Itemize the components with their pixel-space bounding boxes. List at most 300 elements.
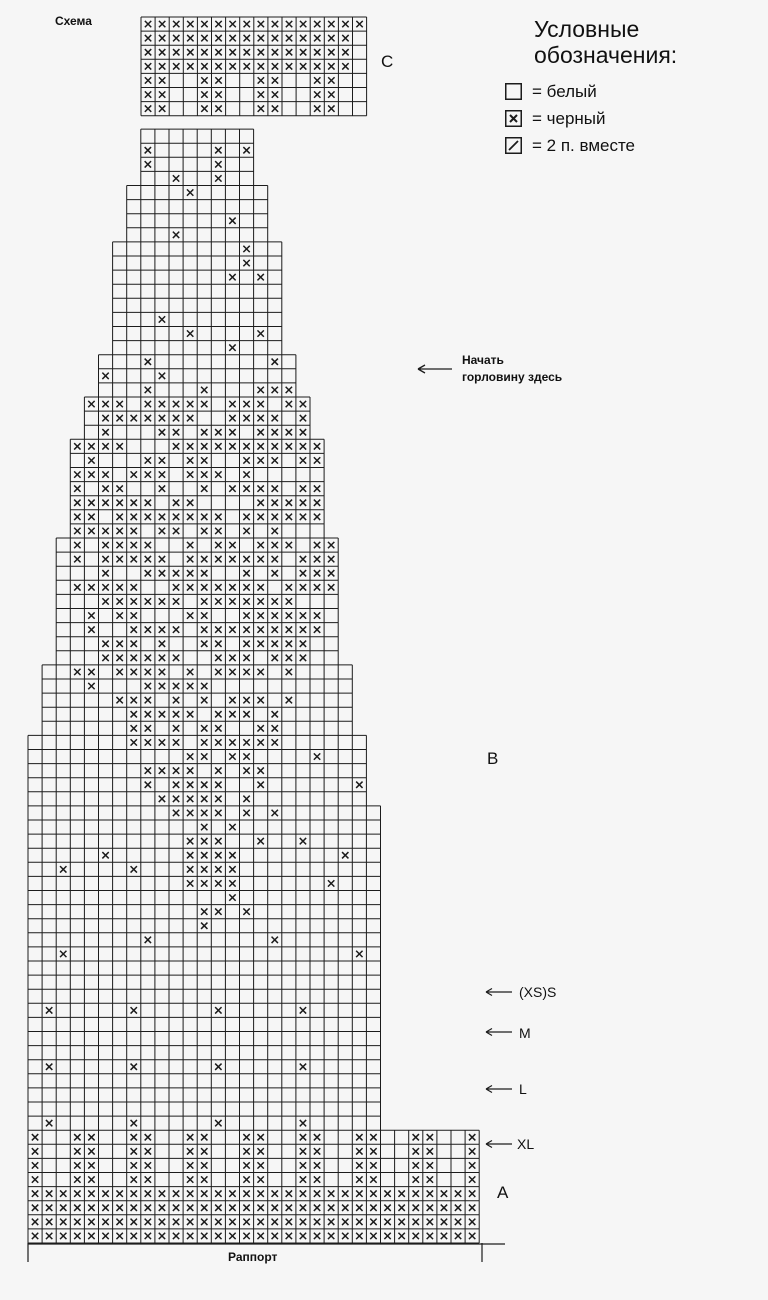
black-stitch	[32, 1233, 38, 1239]
black-stitch	[257, 641, 263, 647]
black-stitch	[257, 782, 263, 788]
black-stitch	[356, 1233, 362, 1239]
black-stitch	[272, 556, 278, 562]
black-stitch	[145, 1205, 151, 1211]
black-stitch	[413, 1205, 419, 1211]
black-stitch	[314, 570, 320, 576]
black-stitch	[384, 1233, 390, 1239]
black-stitch	[145, 697, 151, 703]
section-c-stitch	[145, 49, 151, 55]
black-stitch	[74, 1205, 80, 1211]
section-c-stitch	[272, 105, 278, 111]
black-stitch	[257, 485, 263, 491]
black-stitch	[229, 655, 235, 661]
size-mark-xl: XL	[517, 1136, 535, 1152]
black-stitch	[229, 429, 235, 435]
black-stitch	[300, 1205, 306, 1211]
black-stitch	[215, 542, 221, 548]
black-stitch	[215, 429, 221, 435]
black-stitch	[243, 570, 249, 576]
black-stitch	[102, 485, 108, 491]
black-stitch	[173, 584, 179, 590]
black-stitch	[159, 598, 165, 604]
section-c-stitch	[159, 105, 165, 111]
section-c-stitch	[328, 49, 334, 55]
black-stitch	[131, 669, 137, 675]
black-stitch	[215, 598, 221, 604]
section-c-stitch	[201, 35, 207, 41]
black-stitch	[131, 711, 137, 717]
section-c-grid	[141, 17, 367, 116]
black-stitch	[413, 1148, 419, 1154]
black-stitch	[272, 641, 278, 647]
black-stitch	[145, 1190, 151, 1196]
black-stitch	[441, 1190, 447, 1196]
black-stitch	[370, 1176, 376, 1182]
black-stitch	[46, 1190, 52, 1196]
black-stitch	[286, 1219, 292, 1225]
legend-item-decrease	[505, 132, 677, 159]
black-stitch	[201, 556, 207, 562]
black-stitch	[215, 641, 221, 647]
black-stitch	[74, 669, 80, 675]
black-stitch	[88, 500, 94, 506]
section-c-stitch	[286, 35, 292, 41]
black-stitch	[102, 1205, 108, 1211]
black-stitch	[286, 401, 292, 407]
black-stitch	[314, 443, 320, 449]
black-stitch	[286, 697, 292, 703]
black-stitch	[131, 598, 137, 604]
black-stitch	[215, 810, 221, 816]
black-stitch	[328, 1205, 334, 1211]
black-stitch	[74, 514, 80, 520]
black-stitch	[116, 1205, 122, 1211]
black-stitch	[159, 485, 165, 491]
section-c-stitch	[286, 49, 292, 55]
black-stitch	[286, 387, 292, 393]
size-mark-xs-s: (XS)S	[519, 984, 557, 1000]
black-stitch	[257, 500, 263, 506]
black-stitch	[116, 528, 122, 534]
black-stitch	[257, 556, 263, 562]
black-stitch	[215, 161, 221, 167]
black-stitch	[159, 767, 165, 773]
black-stitch	[187, 1233, 193, 1239]
black-stitch	[272, 739, 278, 745]
section-c-stitch	[244, 49, 250, 55]
black-stitch	[300, 500, 306, 506]
black-stitch	[427, 1176, 433, 1182]
black-stitch	[102, 584, 108, 590]
black-stitch	[229, 894, 235, 900]
black-stitch	[201, 1162, 207, 1168]
black-stitch	[187, 753, 193, 759]
black-stitch	[257, 626, 263, 632]
black-stitch	[159, 626, 165, 632]
black-stitch	[173, 429, 179, 435]
section-c-stitch	[159, 21, 165, 27]
section-c-stitch	[314, 63, 320, 69]
black-stitch	[286, 514, 292, 520]
section-c-stitch	[229, 63, 235, 69]
chart-title: Схема	[55, 14, 92, 28]
section-c-stitch	[215, 91, 221, 97]
black-stitch	[131, 1148, 137, 1154]
section-c-stitch	[145, 105, 151, 111]
black-stitch	[32, 1162, 38, 1168]
black-stitch	[131, 1233, 137, 1239]
section-label-b: B	[487, 749, 499, 768]
black-stitch	[88, 1233, 94, 1239]
black-stitch	[131, 542, 137, 548]
black-stitch	[145, 1162, 151, 1168]
black-stitch	[441, 1205, 447, 1211]
black-stitch	[286, 542, 292, 548]
black-stitch	[201, 1190, 207, 1196]
black-stitch	[88, 683, 94, 689]
black-stitch	[342, 1205, 348, 1211]
black-stitch	[187, 1134, 193, 1140]
black-stitch	[131, 415, 137, 421]
black-stitch	[384, 1205, 390, 1211]
black-stitch	[145, 471, 151, 477]
black-stitch	[314, 500, 320, 506]
black-stitch	[145, 767, 151, 773]
black-stitch	[145, 1176, 151, 1182]
section-c-stitch	[145, 63, 151, 69]
black-stitch	[88, 1176, 94, 1182]
black-stitch	[131, 1134, 137, 1140]
black-stitch	[116, 485, 122, 491]
section-c-stitch	[272, 49, 278, 55]
black-stitch	[370, 1233, 376, 1239]
black-stitch	[201, 570, 207, 576]
black-stitch	[201, 528, 207, 534]
black-stitch	[300, 443, 306, 449]
section-c-stitch	[215, 35, 221, 41]
x-square-icon	[505, 110, 522, 127]
black-stitch	[187, 401, 193, 407]
black-stitch	[300, 626, 306, 632]
black-stitch	[384, 1219, 390, 1225]
black-stitch	[116, 697, 122, 703]
black-stitch	[159, 1233, 165, 1239]
black-stitch	[116, 1190, 122, 1196]
black-stitch	[272, 514, 278, 520]
black-stitch	[131, 866, 137, 872]
black-stitch	[427, 1233, 433, 1239]
black-stitch	[102, 373, 108, 379]
section-c-stitch	[159, 35, 165, 41]
section-c-stitch	[356, 21, 362, 27]
black-stitch	[300, 556, 306, 562]
black-stitch	[469, 1219, 475, 1225]
black-stitch	[229, 218, 235, 224]
black-stitch	[32, 1190, 38, 1196]
black-stitch	[102, 655, 108, 661]
black-stitch	[145, 1134, 151, 1140]
black-stitch	[60, 1219, 66, 1225]
black-stitch	[102, 570, 108, 576]
black-stitch	[257, 1134, 263, 1140]
section-c-stitch	[229, 21, 235, 27]
black-stitch	[74, 1190, 80, 1196]
black-stitch	[159, 528, 165, 534]
black-stitch	[187, 767, 193, 773]
black-stitch	[243, 598, 249, 604]
black-stitch	[398, 1233, 404, 1239]
black-stitch	[116, 584, 122, 590]
black-stitch	[131, 500, 137, 506]
black-stitch	[300, 1176, 306, 1182]
black-stitch	[286, 598, 292, 604]
black-stitch	[229, 880, 235, 886]
black-stitch	[74, 556, 80, 562]
black-stitch	[286, 443, 292, 449]
black-stitch	[187, 1205, 193, 1211]
black-stitch	[131, 1190, 137, 1196]
black-stitch	[229, 711, 235, 717]
black-stitch	[300, 570, 306, 576]
black-stitch	[201, 457, 207, 463]
black-stitch	[145, 598, 151, 604]
black-stitch	[32, 1148, 38, 1154]
black-stitch	[215, 838, 221, 844]
black-stitch	[272, 598, 278, 604]
black-stitch	[74, 1134, 80, 1140]
black-stitch	[187, 1176, 193, 1182]
black-stitch	[159, 1190, 165, 1196]
size-mark-l: L	[519, 1081, 527, 1097]
black-stitch	[243, 697, 249, 703]
black-stitch	[32, 1176, 38, 1182]
black-stitch	[187, 669, 193, 675]
legend-title	[534, 16, 677, 68]
neck-note-line2: горловину здесь	[462, 370, 563, 384]
black-stitch	[370, 1205, 376, 1211]
black-stitch	[356, 1162, 362, 1168]
black-stitch	[32, 1134, 38, 1140]
black-stitch	[314, 457, 320, 463]
section-c-stitch	[201, 49, 207, 55]
black-stitch	[60, 1233, 66, 1239]
black-stitch	[201, 753, 207, 759]
black-stitch	[243, 767, 249, 773]
section-c-stitch	[314, 77, 320, 83]
section-c-stitch	[258, 91, 264, 97]
black-stitch	[243, 641, 249, 647]
black-stitch	[243, 471, 249, 477]
black-stitch	[229, 824, 235, 830]
black-stitch	[243, 1162, 249, 1168]
black-stitch	[116, 401, 122, 407]
black-stitch	[145, 147, 151, 153]
black-stitch	[300, 485, 306, 491]
black-stitch	[131, 584, 137, 590]
empty-square-icon	[505, 83, 522, 100]
black-stitch	[187, 542, 193, 548]
black-stitch	[300, 1148, 306, 1154]
black-stitch	[243, 443, 249, 449]
section-c-stitch	[258, 77, 264, 83]
black-stitch	[286, 584, 292, 590]
black-stitch	[469, 1205, 475, 1211]
black-stitch	[384, 1190, 390, 1196]
black-stitch	[145, 683, 151, 689]
neck-note-line1: Начать	[462, 353, 504, 367]
black-stitch	[356, 1176, 362, 1182]
black-stitch	[272, 542, 278, 548]
black-stitch	[201, 810, 207, 816]
section-c-stitch	[244, 21, 250, 27]
black-stitch	[300, 1120, 306, 1126]
section-c-stitch	[328, 21, 334, 27]
rapport-label: Раппорт	[228, 1250, 278, 1264]
black-stitch	[173, 767, 179, 773]
black-stitch	[243, 1233, 249, 1239]
section-c-stitch	[258, 63, 264, 69]
black-stitch	[116, 500, 122, 506]
black-stitch	[116, 1219, 122, 1225]
black-stitch	[187, 711, 193, 717]
black-stitch	[131, 1205, 137, 1211]
section-c-stitch	[342, 49, 348, 55]
black-stitch	[257, 669, 263, 675]
black-stitch	[257, 514, 263, 520]
black-stitch	[173, 697, 179, 703]
black-stitch	[215, 880, 221, 886]
section-c-stitch	[215, 49, 221, 55]
black-stitch	[159, 373, 165, 379]
black-stitch	[88, 1190, 94, 1196]
black-stitch	[173, 626, 179, 632]
black-stitch	[201, 598, 207, 604]
black-stitch	[215, 443, 221, 449]
black-stitch	[243, 556, 249, 562]
black-stitch	[272, 528, 278, 534]
black-stitch	[413, 1219, 419, 1225]
black-stitch	[272, 500, 278, 506]
black-stitch	[300, 1134, 306, 1140]
black-stitch	[455, 1205, 461, 1211]
black-stitch	[131, 655, 137, 661]
section-c-stitch	[258, 105, 264, 111]
section-label-a: A	[497, 1183, 509, 1202]
black-stitch	[173, 725, 179, 731]
black-stitch	[116, 443, 122, 449]
section-c-stitch	[201, 21, 207, 27]
black-stitch	[74, 1233, 80, 1239]
black-stitch	[187, 500, 193, 506]
section-c-stitch	[215, 77, 221, 83]
black-stitch	[398, 1219, 404, 1225]
black-stitch	[300, 838, 306, 844]
black-stitch	[300, 1064, 306, 1070]
black-stitch	[187, 189, 193, 195]
black-stitch	[32, 1205, 38, 1211]
size-arrow-l-icon	[486, 1086, 512, 1093]
black-stitch	[243, 796, 249, 802]
black-stitch	[272, 626, 278, 632]
black-stitch	[187, 683, 193, 689]
black-stitch	[88, 626, 94, 632]
section-c-stitch	[145, 35, 151, 41]
black-stitch	[173, 1205, 179, 1211]
black-stitch	[215, 767, 221, 773]
black-stitch	[257, 767, 263, 773]
section-c-stitch	[244, 63, 250, 69]
black-stitch	[187, 457, 193, 463]
section-c-stitch	[229, 35, 235, 41]
black-stitch	[187, 570, 193, 576]
black-stitch	[187, 584, 193, 590]
black-stitch	[159, 711, 165, 717]
section-c-stitch	[159, 49, 165, 55]
black-stitch	[215, 1120, 221, 1126]
black-stitch	[88, 443, 94, 449]
black-stitch	[272, 1190, 278, 1196]
black-stitch	[131, 725, 137, 731]
black-stitch	[455, 1219, 461, 1225]
black-stitch	[74, 443, 80, 449]
black-stitch	[229, 1190, 235, 1196]
black-stitch	[229, 626, 235, 632]
black-stitch	[116, 514, 122, 520]
section-c-stitch	[286, 63, 292, 69]
black-stitch	[102, 471, 108, 477]
black-stitch	[272, 457, 278, 463]
section-c-stitch	[258, 21, 264, 27]
black-stitch	[215, 175, 221, 181]
black-stitch	[102, 1190, 108, 1196]
black-stitch	[88, 1148, 94, 1154]
black-stitch	[314, 556, 320, 562]
black-stitch	[173, 782, 179, 788]
black-stitch	[201, 697, 207, 703]
black-stitch	[187, 415, 193, 421]
black-stitch	[229, 415, 235, 421]
black-stitch	[469, 1148, 475, 1154]
black-stitch	[173, 232, 179, 238]
black-stitch	[398, 1190, 404, 1196]
section-c-stitch	[300, 35, 306, 41]
black-stitch	[243, 739, 249, 745]
black-stitch	[102, 542, 108, 548]
black-stitch	[272, 443, 278, 449]
black-stitch	[413, 1190, 419, 1196]
black-stitch	[257, 1148, 263, 1154]
black-stitch	[159, 401, 165, 407]
black-stitch	[145, 415, 151, 421]
section-c-stitch	[215, 21, 221, 27]
black-stitch	[215, 556, 221, 562]
black-stitch	[286, 612, 292, 618]
black-stitch	[201, 584, 207, 590]
black-stitch	[314, 1176, 320, 1182]
black-stitch	[243, 1219, 249, 1225]
black-stitch	[116, 415, 122, 421]
black-stitch	[159, 514, 165, 520]
section-c-stitch	[201, 105, 207, 111]
black-stitch	[46, 1205, 52, 1211]
black-stitch	[314, 1233, 320, 1239]
black-stitch	[229, 443, 235, 449]
black-stitch	[201, 683, 207, 689]
black-stitch	[187, 556, 193, 562]
black-stitch	[257, 401, 263, 407]
black-stitch	[314, 542, 320, 548]
